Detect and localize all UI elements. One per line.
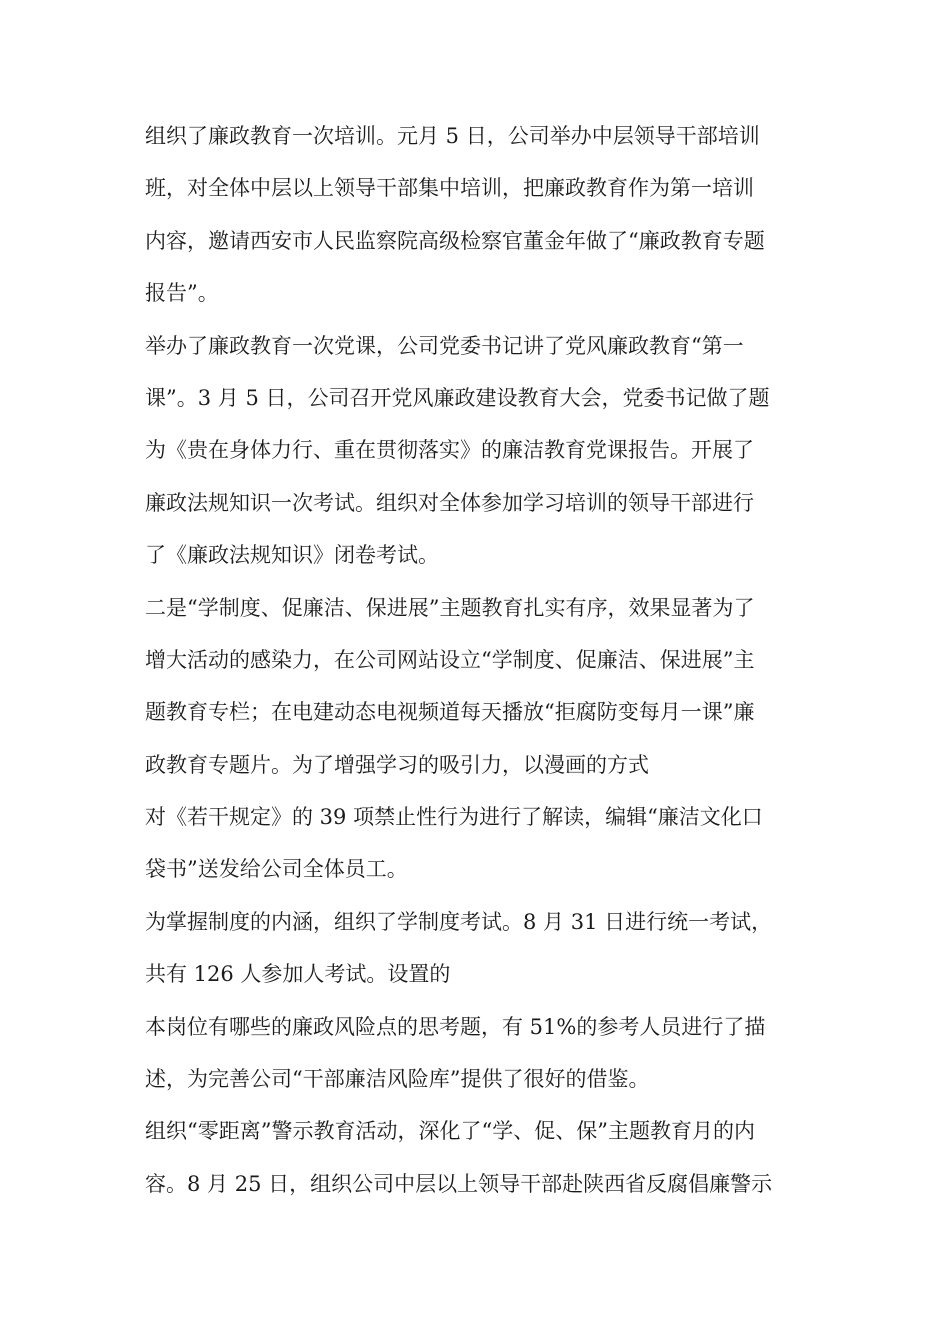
document-body: [145, 110, 815, 1210]
text-line: 述，为完善公司“干部廉洁风险库”提供了很好的借鉴。: [145, 1067, 650, 1092]
text-line: 对《若干规定》的 39 项禁止性行为进行了解读，编辑“廉洁文化口: [145, 805, 763, 830]
text-line: 班，对全体中层以上领导干部集中培训，把廉政教育作为第一培训: [145, 176, 754, 201]
text-line: 课”。3 月 5 日，公司召开党风廉政建设教育大会，党委书记做了题: [145, 385, 770, 410]
text-line: 组织“零距离”警示教育活动，深化了“学、促、保”主题教育月的内: [145, 1119, 755, 1144]
text-line: 内容，邀请西安市人民监察院高级检察官董金年做了“廉政教育专题: [145, 228, 765, 253]
text-line: 本岗位有哪些的廉政风险点的思考题，有 51%的参考人员进行了描: [145, 1014, 766, 1039]
text-line: 政教育专题片。为了增强学习的吸引力，以漫画的方式: [145, 752, 649, 777]
text-line: 增大活动的感染力，在公司网站设立“学制度、促廉洁、保进展”主: [145, 647, 755, 672]
text-line: 了《廉政法规知识》闭卷考试。: [145, 543, 439, 568]
text-line: 为《贵在身体力行、重在贯彻落实》的廉洁教育党课报告。开展了: [145, 438, 754, 463]
text-line: 廉政法规知识一次考试。组织对全体参加学习培训的领导干部进行: [145, 490, 754, 515]
text-line: 组织了廉政教育一次培训。元月 5 日，公司举办中层领导干部培训: [145, 124, 760, 148]
text-line: 报告”。: [145, 281, 219, 306]
text-line: 题教育专栏；在电建动态电视频道每天播放“拒腐防变每月一课”廉: [145, 700, 755, 725]
text-line: 袋书”送发给公司全体员工。: [145, 857, 408, 882]
text-line: 举办了廉政教育一次党课，公司党委书记讲了党风廉政教育“第一: [145, 333, 744, 358]
text-line: 容。8 月 25 日，组织公司中层以上领导干部赴陕西省反腐倡廉警示: [145, 1171, 773, 1196]
text-line: 二是“学制度、促廉洁、保进展”主题教育扎实有序，效果显著为了: [145, 595, 755, 620]
text-line: 为掌握制度的内涵，组织了学制度考试。8 月 31 日进行统一考试，: [145, 909, 773, 934]
text-line: 共有 126 人参加人考试。设置的: [145, 962, 451, 987]
